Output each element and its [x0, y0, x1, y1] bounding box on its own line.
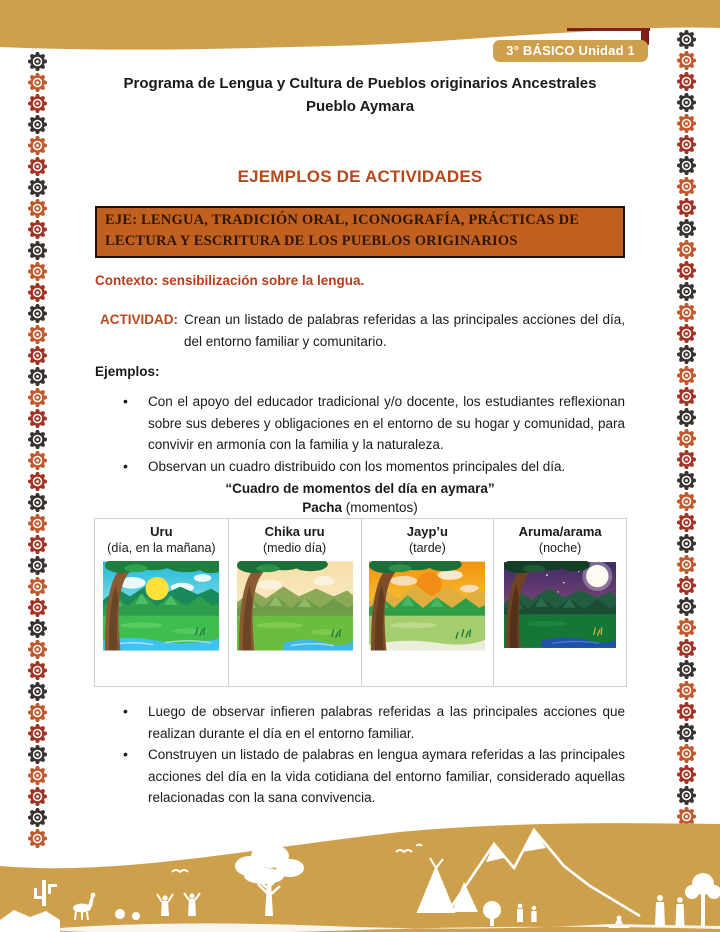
cell-title: Uru [150, 524, 173, 539]
table-subcaption-bold: Pacha [302, 500, 342, 515]
ornament-medallion-icon [28, 136, 47, 155]
ornament-medallion-icon [28, 178, 47, 197]
ornament-medallion-icon [677, 492, 696, 511]
cell-subtitle: (noche) [538, 541, 582, 555]
ornament-medallion-icon [28, 115, 47, 134]
ornament-medallion-icon [677, 177, 696, 196]
night-landscape-image [504, 561, 616, 649]
cell-title: Jayp’u [406, 524, 448, 539]
bullet-item: • Con el apoyo del educador tradicional y/o docente, los estudiantes reflexionan sobre sus deberes y obligaciones en el entorno de su hogar y comunidad, para convivir en armonía con la familia y la naturaleza. [95, 391, 625, 456]
ornament-medallion-icon [28, 577, 47, 596]
ornament-medallion-icon [677, 72, 696, 91]
activity-label: ACTIVIDAD: [100, 312, 178, 327]
ornament-medallion-icon [28, 304, 47, 323]
bullet-item: • Luego de observar infieren palabras referidas a las principales acciones que realizan durante el día en el entorno familiar. [95, 701, 625, 744]
ornament-medallion-icon [677, 324, 696, 343]
eje-header-box: EJE: LENGUA, TRADICIÓN ORAL, ICONOGRAFÍA, PRÁCTICAS DE LECTURA Y ESCRITURA DE LOS PUEBLOS ORIGINARIOS [95, 206, 625, 258]
ornament-medallion-icon [677, 471, 696, 490]
ornament-medallion-icon [28, 640, 47, 659]
morning-landscape-image [103, 561, 219, 651]
ornament-medallion-icon [677, 702, 696, 721]
footer-illustration [0, 820, 720, 932]
table-subcaption-rest: (momentos) [342, 500, 418, 515]
ornament-medallion-icon [677, 597, 696, 616]
examples-label: Ejemplos: [95, 364, 160, 379]
moments-table [94, 518, 627, 687]
ornament-medallion-icon [677, 303, 696, 322]
ornament-medallion-icon [677, 156, 696, 175]
ornament-medallion-icon [677, 555, 696, 574]
ornament-medallion-icon [677, 723, 696, 742]
ornament-medallion-icon [677, 93, 696, 112]
ornament-medallion-icon [28, 535, 47, 554]
table-cell-uru [95, 519, 228, 686]
table-cell-chika-uru [228, 519, 361, 686]
ornament-medallion-icon [28, 94, 47, 113]
ornament-medallion-icon [28, 283, 47, 302]
ornament-medallion-icon [677, 513, 696, 532]
bullet-item: • Construyen un listado de palabras en lengua aymara referidas a las principales acciones del día en la vida cotidiana del entorno familiar, considerado aquellas relacionadas con la sana convivencia. [95, 744, 625, 809]
ornament-medallion-icon [677, 387, 696, 406]
program-title-line2: Pueblo Aymara [305, 98, 415, 115]
ornament-medallion-icon [28, 682, 47, 701]
followup-bullet-list [95, 701, 625, 809]
ornament-medallion-icon [28, 451, 47, 470]
ornament-medallion-icon [677, 282, 696, 301]
sunset-landscape-image [369, 561, 485, 651]
ornament-medallion-icon [677, 219, 696, 238]
program-title [0, 72, 720, 118]
ornament-medallion-icon [677, 534, 696, 553]
table-subcaption [95, 500, 625, 515]
ornament-medallion-icon [677, 261, 696, 280]
ornament-medallion-icon [677, 366, 696, 385]
ornament-medallion-icon [677, 681, 696, 700]
ornament-medallion-icon [677, 765, 696, 784]
left-ornament-border [28, 52, 47, 850]
bullet-item: • Observan un cuadro distribuido con los momentos principales del día. [95, 456, 625, 478]
ornament-medallion-icon [28, 388, 47, 407]
midday-landscape-image [237, 561, 353, 651]
ornament-medallion-icon [677, 198, 696, 217]
ornament-medallion-icon [677, 345, 696, 364]
ornament-medallion-icon [677, 786, 696, 805]
table-caption: “Cuadro de momentos del día en aymara” [225, 481, 495, 496]
ornament-medallion-icon [677, 450, 696, 469]
ornament-medallion-icon [28, 220, 47, 239]
ornament-medallion-icon [28, 619, 47, 638]
ornament-medallion-icon [677, 114, 696, 133]
ornament-medallion-icon [28, 241, 47, 260]
table-cell-aruma [493, 519, 626, 686]
ornament-medallion-icon [677, 660, 696, 679]
ornament-medallion-icon [677, 576, 696, 595]
ornament-medallion-icon [677, 240, 696, 259]
section-title: EJEMPLOS DE ACTIVIDADES [237, 167, 483, 186]
ornament-medallion-icon [677, 618, 696, 637]
ornament-medallion-icon [677, 639, 696, 658]
corner-accent-line [567, 28, 650, 31]
right-ornament-border [677, 30, 696, 828]
activity-block [100, 309, 625, 353]
ornament-medallion-icon [28, 430, 47, 449]
cell-title: Aruma/arama [518, 524, 602, 539]
ornament-medallion-icon [28, 73, 47, 92]
cell-subtitle: (medio día) [263, 541, 327, 555]
ornament-medallion-icon [28, 493, 47, 512]
ornament-medallion-icon [28, 409, 47, 428]
ornament-medallion-icon [677, 408, 696, 427]
cell-subtitle: (tarde) [408, 541, 446, 555]
grade-unit-badge: 3° BÁSICO Unidad 1 [493, 40, 648, 62]
cell-subtitle: (día, en la mañana) [107, 541, 216, 555]
examples-bullet-list [95, 391, 625, 477]
program-title-line1: Programa de Lengua y Cultura de Pueblos originarios Ancestrales [123, 75, 597, 92]
ornament-medallion-icon [28, 157, 47, 176]
ornament-medallion-icon [28, 724, 47, 743]
ornament-medallion-icon [28, 703, 47, 722]
ornament-medallion-icon [677, 135, 696, 154]
ornament-medallion-icon [28, 199, 47, 218]
ornament-medallion-icon [28, 346, 47, 365]
ornament-medallion-icon [677, 744, 696, 763]
ornament-medallion-icon [28, 598, 47, 617]
ornament-medallion-icon [28, 766, 47, 785]
context-line: Contexto: sensibilización sobre la lengua. [95, 273, 365, 288]
ornament-medallion-icon [28, 661, 47, 680]
ornament-medallion-icon [677, 429, 696, 448]
cell-title: Chika uru [264, 524, 325, 539]
ornament-medallion-icon [28, 514, 47, 533]
ornament-medallion-icon [28, 745, 47, 764]
activity-text: Crean un listado de palabras referidas a las principales acciones del día, del entorno familiar y comunitario. [184, 312, 625, 349]
ornament-medallion-icon [28, 262, 47, 281]
ornament-medallion-icon [28, 367, 47, 386]
ornament-medallion-icon [28, 787, 47, 806]
table-cell-jaypu [361, 519, 494, 686]
ornament-medallion-icon [28, 325, 47, 344]
ornament-medallion-icon [28, 556, 47, 575]
ornament-medallion-icon [28, 472, 47, 491]
